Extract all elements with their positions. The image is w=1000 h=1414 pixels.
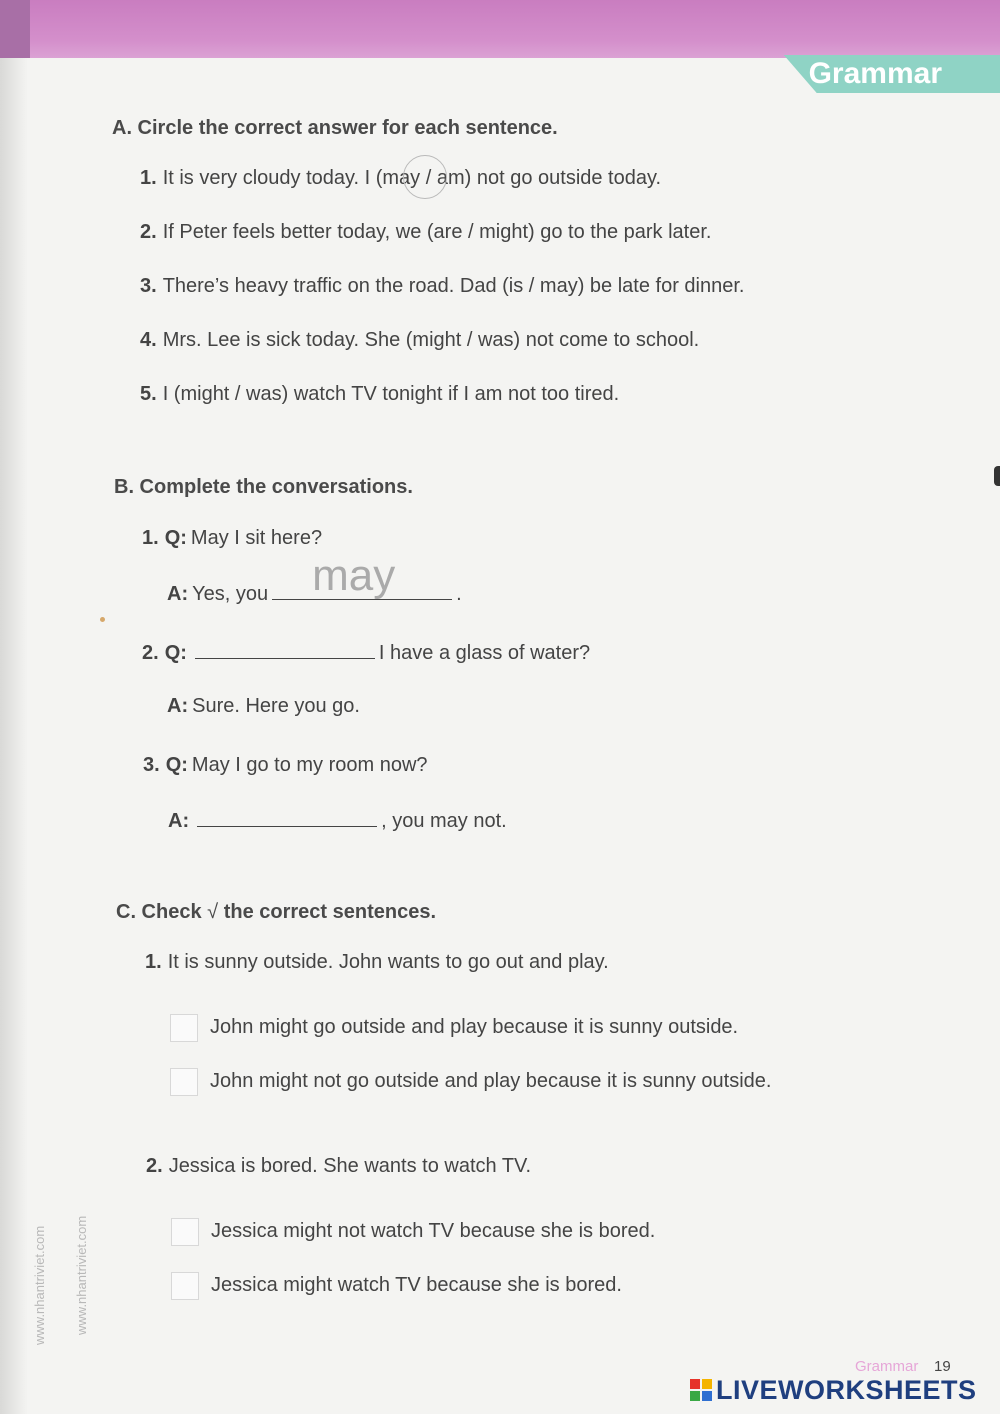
conversation-question	[143, 754, 428, 777]
conversation-question	[142, 527, 322, 550]
section-a-item	[140, 221, 711, 244]
conversation-question	[142, 640, 590, 665]
item-number: 2.	[146, 1155, 163, 1177]
item-number: 1.	[145, 951, 162, 973]
header-band-shadow	[0, 0, 30, 58]
section-a-item	[140, 383, 619, 406]
answer-circle-mark	[403, 155, 447, 199]
option-text: Jessica might not watch TV because she is bored.	[211, 1220, 656, 1242]
a-label: A:	[167, 583, 189, 605]
a-punct: .	[456, 583, 462, 605]
check-mark-icon: √	[207, 901, 219, 923]
section-c-heading	[116, 901, 436, 924]
answer-blank[interactable]	[195, 640, 375, 659]
liveworksheets-logo[interactable]	[690, 1376, 977, 1404]
answer-blank[interactable]	[197, 808, 377, 827]
item-number: 3.	[143, 754, 160, 776]
prompt-text: It is sunny outside. John wants to go out and play.	[167, 951, 609, 973]
a-text: Sure. Here you go.	[192, 695, 360, 717]
check-prompt	[146, 1155, 531, 1178]
answer-checkbox[interactable]	[170, 1068, 198, 1096]
q-text: I have a glass of water?	[378, 642, 591, 664]
a-label: A:	[168, 810, 190, 832]
section-b-heading: B. Complete the conversations.	[114, 476, 413, 498]
item-text[interactable]: Mrs. Lee is sick today. She (might / was) not come to school.	[162, 329, 700, 351]
a-text: , you may not.	[381, 810, 507, 832]
item-text[interactable]: If Peter feels better today, we (are / might) go to the park later.	[162, 221, 712, 243]
paper-speck	[100, 617, 105, 622]
header-band	[0, 0, 1000, 58]
brand-name: LIVEWORKSHEETS	[716, 1374, 977, 1405]
item-number: 1.	[142, 527, 159, 549]
publisher-watermark: www.nhantriviet.com	[32, 1225, 47, 1345]
page-number: 19	[934, 1358, 951, 1375]
item-text[interactable]: It is very cloudy today. I (may / am) not go outside today.	[162, 167, 662, 189]
item-number: 2.	[142, 642, 159, 664]
heading-text: C. Check	[116, 901, 202, 923]
section-a-item	[140, 167, 661, 190]
option-text: John might go outside and play because it is sunny outside.	[210, 1016, 739, 1038]
heading-text: the correct sentences.	[223, 901, 437, 923]
answer-blank[interactable]	[272, 551, 452, 600]
item-text[interactable]: I (might / was) watch TV tonight if I am not too tired.	[162, 383, 620, 405]
q-label: Q:	[164, 642, 187, 664]
liveworksheets-icon	[690, 1379, 712, 1401]
item-text[interactable]: There’s heavy traffic on the road. Dad (is / may) be late for dinner.	[162, 275, 745, 297]
option-text: Jessica might watch TV because she is bored.	[211, 1274, 622, 1296]
a-text: Yes, you	[192, 583, 269, 605]
a-label: A:	[167, 695, 189, 717]
answer-checkbox[interactable]	[170, 1014, 198, 1042]
publisher-watermark: www.nhantriviet.com	[74, 1215, 89, 1335]
footer-section-label: Grammar	[855, 1358, 919, 1375]
prompt-text: Jessica is bored. She wants to watch TV.	[168, 1155, 532, 1177]
conversation-answer	[168, 808, 507, 833]
item-number: 4.	[140, 329, 157, 351]
item-number: 3.	[140, 275, 157, 297]
item-number: 1.	[140, 167, 157, 189]
item-number: 5.	[140, 383, 157, 405]
item-number: 2.	[140, 221, 157, 243]
conversation-answer	[167, 695, 360, 718]
page-binding-shadow	[0, 58, 28, 1414]
answer-checkbox[interactable]	[171, 1272, 199, 1300]
section-a-item	[140, 275, 744, 298]
section-title: Grammar	[808, 57, 942, 90]
page-edge-mark	[994, 466, 1000, 486]
q-label: Q:	[165, 754, 188, 776]
handwritten-answer: may	[312, 551, 396, 600]
conversation-answer	[167, 551, 462, 606]
answer-checkbox[interactable]	[171, 1218, 199, 1246]
section-a-heading: A. Circle the correct answer for each sentence.	[112, 117, 558, 139]
section-a-item	[140, 329, 699, 352]
option-text: John might not go outside and play because it is sunny outside.	[210, 1070, 772, 1092]
check-prompt	[145, 951, 609, 974]
q-text: May I sit here?	[190, 527, 323, 549]
q-text: May I go to my room now?	[191, 754, 428, 776]
q-label: Q:	[164, 527, 187, 549]
